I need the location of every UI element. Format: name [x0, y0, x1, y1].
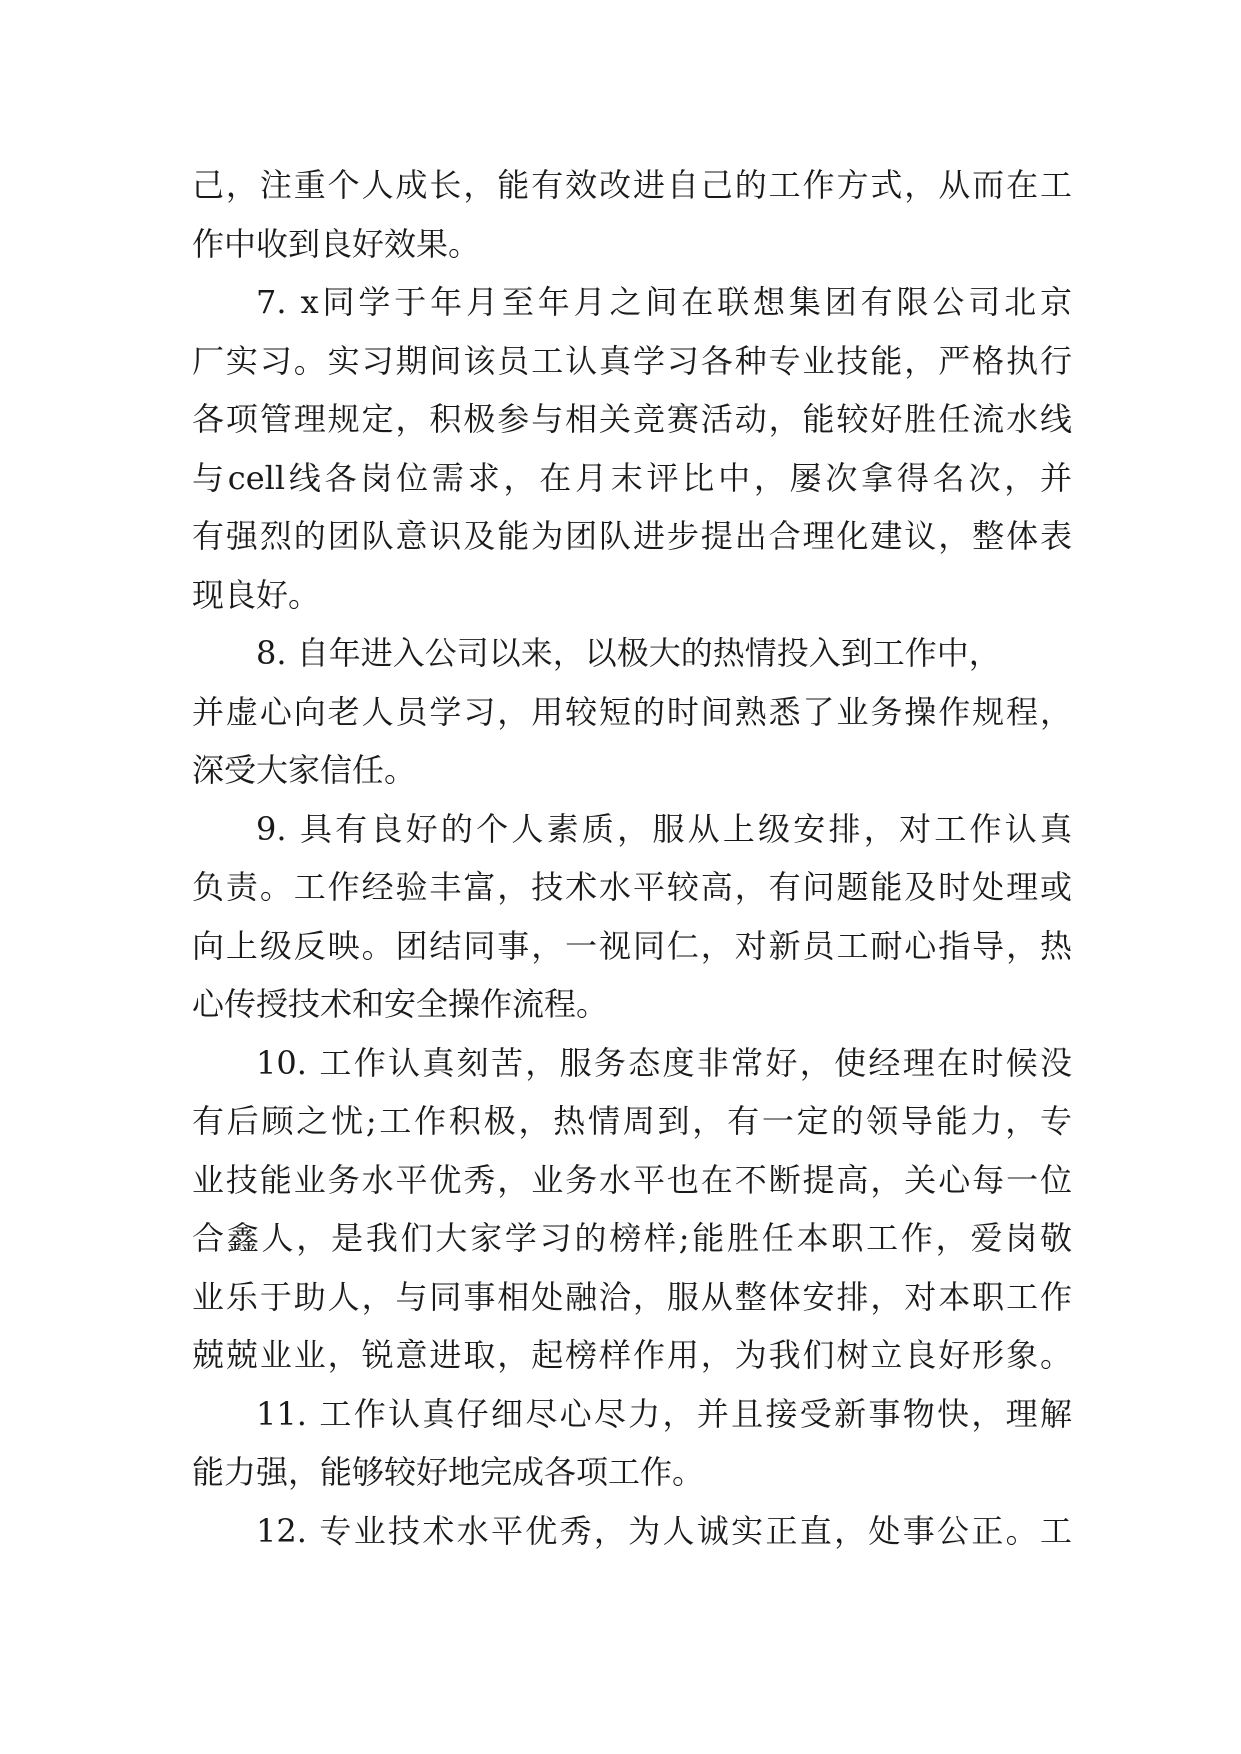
- text-line: 己，注重个人成长，能有效改进自己的工作方式，从而在工: [192, 166, 1072, 204]
- text-line: 各项管理规定，积极参与相关竞赛活动，能较好胜任流水线: [192, 400, 1072, 438]
- text-line: 兢兢业业，锐意进取，起榜样作用，为我们树立良好形象。: [192, 1336, 1072, 1374]
- text-line: 业技能业务水平优秀，业务水平也在不断提高，关心每一位: [192, 1160, 1072, 1199]
- text-line: 11. 工作认真仔细尽心尽力，并且接受新事物快，理解: [256, 1394, 1072, 1433]
- text-line: 向上级反映。团结同事，一视同仁，对新员工耐心指导，热: [192, 926, 1072, 965]
- text-line: 有后顾之忧;工作积极，热情周到，有一定的领导能力，专: [192, 1102, 1072, 1140]
- text-line: 负责。工作经验丰富，技术水平较高，有问题能及时处理或: [192, 868, 1072, 906]
- text-line: 7. x同学于年月至年月之间在联想集团有限公司北京: [256, 283, 1072, 321]
- text-line: 现良好。: [192, 575, 321, 614]
- text-line: 业乐于助人，与同事相处融洽，服从整体安排，对本职工作: [192, 1277, 1072, 1316]
- text-line: 12. 专业技术水平优秀，为人诚实正直，处事公正。工: [256, 1511, 1072, 1550]
- text-line: 并虚心向老人员学习，用较短的时间熟悉了业务操作规程，: [192, 692, 1072, 731]
- text-line: 能力强，能够较好地完成各项工作。: [192, 1453, 705, 1491]
- text-line: 合鑫人，是我们大家学习的榜样;能胜任本职工作，爱岗敬: [192, 1219, 1072, 1257]
- text-line: 作中收到良好效果。: [192, 224, 481, 263]
- text-line: 深受大家信任。: [192, 751, 417, 789]
- text-line: 厂实习。实习期间该员工认真学习各种专业技能，严格执行: [192, 341, 1072, 380]
- text-line: 9. 具有良好的个人素质，服从上级安排，对工作认真: [256, 809, 1072, 848]
- text-line: 心传授技术和安全操作流程。: [192, 985, 609, 1023]
- text-line: 8. 自年进入公司以来，以极大的热情投入到工作中，: [256, 634, 1001, 672]
- text-line: 有强烈的团队意识及能为团队进步提出合理化建议，整体表: [192, 517, 1072, 555]
- text-line: 10. 工作认真刻苦，服务态度非常好，使经理在时候没: [256, 1043, 1072, 1082]
- text-line: 与cell线各岗位需求，在月末评比中，屡次拿得名次，并: [192, 458, 1072, 497]
- document-body: [192, 156, 1072, 1560]
